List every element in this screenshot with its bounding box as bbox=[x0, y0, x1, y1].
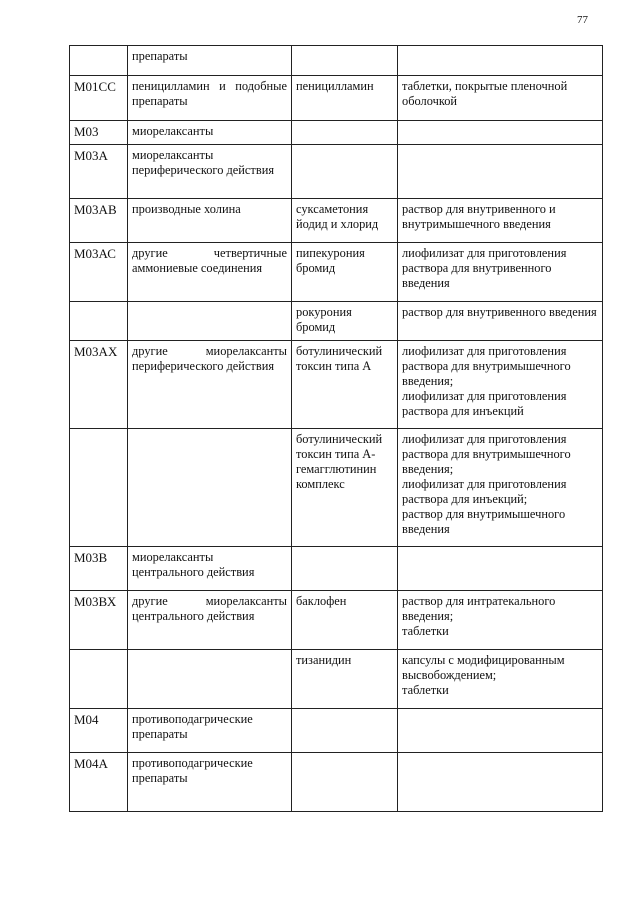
group-name-cell: пеницилламин и подобные препараты bbox=[128, 76, 292, 121]
table-row bbox=[70, 341, 603, 429]
dosage-forms-cell: таблетки, покрытые пленочной оболочкой bbox=[398, 76, 603, 121]
table-row bbox=[70, 709, 603, 753]
group-name-cell: другие миорелаксанты центрального действия bbox=[128, 591, 292, 650]
substance-cell bbox=[292, 145, 398, 199]
group-name-cell: препараты bbox=[128, 46, 292, 76]
atc-code-cell bbox=[70, 650, 128, 709]
atc-code-cell bbox=[70, 302, 128, 341]
substance-cell: суксаметония йодид и хлорид bbox=[292, 199, 398, 243]
substance-cell bbox=[292, 709, 398, 753]
group-name-cell: миорелаксанты bbox=[128, 121, 292, 145]
dosage-forms-cell: раствор для внутривенного и внутримышечного введения bbox=[398, 199, 603, 243]
group-name-cell: противоподагрические препараты bbox=[128, 753, 292, 812]
dosage-forms-cell bbox=[398, 145, 603, 199]
substance-cell: пипекурония бромид bbox=[292, 243, 398, 302]
table-row bbox=[70, 46, 603, 76]
table-row bbox=[70, 753, 603, 812]
substance-cell: баклофен bbox=[292, 591, 398, 650]
atc-code-cell: М03ВХ bbox=[70, 591, 128, 650]
drug-classification-table bbox=[69, 45, 603, 812]
table-body bbox=[70, 46, 603, 812]
atc-code-cell: М04 bbox=[70, 709, 128, 753]
substance-cell bbox=[292, 753, 398, 812]
atc-code-cell bbox=[70, 429, 128, 547]
table-row bbox=[70, 429, 603, 547]
dosage-forms-cell: лиофилизат для приготовления раствора для внутримышечного введения; лиофилизат для приготовления раствора для инъекций bbox=[398, 341, 603, 429]
group-name-cell: производные холина bbox=[128, 199, 292, 243]
atc-code-cell: М03В bbox=[70, 547, 128, 591]
dosage-forms-cell bbox=[398, 753, 603, 812]
atc-code-cell bbox=[70, 46, 128, 76]
page-number: 77 bbox=[577, 14, 588, 26]
substance-cell: ботулинический токсин типа А bbox=[292, 341, 398, 429]
dosage-forms-cell bbox=[398, 121, 603, 145]
substance-cell: пеницилламин bbox=[292, 76, 398, 121]
dosage-forms-cell: раствор для интратекального введения; таблетки bbox=[398, 591, 603, 650]
substance-cell bbox=[292, 46, 398, 76]
table-row bbox=[70, 243, 603, 302]
table-row bbox=[70, 302, 603, 341]
atc-code-cell: М03 bbox=[70, 121, 128, 145]
group-name-cell bbox=[128, 429, 292, 547]
table-row bbox=[70, 650, 603, 709]
substance-cell: тизанидин bbox=[292, 650, 398, 709]
group-name-cell bbox=[128, 302, 292, 341]
group-name-cell bbox=[128, 650, 292, 709]
substance-cell: ботулинический токсин типа А-гемагглютинин комплекс bbox=[292, 429, 398, 547]
atc-code-cell: М04А bbox=[70, 753, 128, 812]
group-name-cell: противоподагрические препараты bbox=[128, 709, 292, 753]
group-name-cell: другие миорелаксанты периферического действия bbox=[128, 341, 292, 429]
atc-code-cell: М03АХ bbox=[70, 341, 128, 429]
dosage-forms-cell: лиофилизат для приготовления раствора для внутривенного введения bbox=[398, 243, 603, 302]
dosage-forms-cell: лиофилизат для приготовления раствора для внутримышечного введения; лиофилизат для приготовления раствора для инъекций; раствор для внутримышечного введения bbox=[398, 429, 603, 547]
substance-cell: рокурония бромид bbox=[292, 302, 398, 341]
dosage-forms-cell: раствор для внутривенного введения bbox=[398, 302, 603, 341]
group-name-cell: другие четвертичные аммониевые соединения bbox=[128, 243, 292, 302]
substance-cell bbox=[292, 121, 398, 145]
atc-code-cell: М01СС bbox=[70, 76, 128, 121]
dosage-forms-cell bbox=[398, 547, 603, 591]
table-row bbox=[70, 591, 603, 650]
table-row bbox=[70, 76, 603, 121]
dosage-forms-cell bbox=[398, 46, 603, 76]
table-row bbox=[70, 121, 603, 145]
atc-code-cell: М03АВ bbox=[70, 199, 128, 243]
table-row bbox=[70, 145, 603, 199]
group-name-cell: миорелаксанты периферического действия bbox=[128, 145, 292, 199]
substance-cell bbox=[292, 547, 398, 591]
dosage-forms-cell: капсулы с модифицированным высвобождением; таблетки bbox=[398, 650, 603, 709]
table-row bbox=[70, 547, 603, 591]
group-name-cell: миорелаксанты центрального действия bbox=[128, 547, 292, 591]
dosage-forms-cell bbox=[398, 709, 603, 753]
atc-code-cell: М03АС bbox=[70, 243, 128, 302]
atc-code-cell: М03А bbox=[70, 145, 128, 199]
table-row bbox=[70, 199, 603, 243]
